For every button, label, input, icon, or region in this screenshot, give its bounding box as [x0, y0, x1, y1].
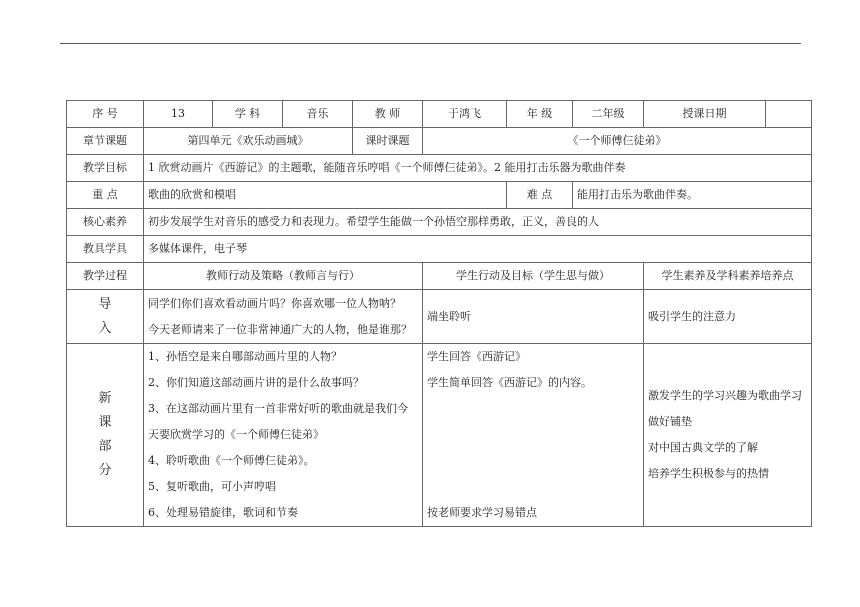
intro-student-line: 端坐聆听	[427, 309, 471, 323]
intro-teacher-line: 同学们你们喜欢看动画片吗？你喜欢哪一位人物呐？	[148, 296, 401, 310]
date-value	[766, 101, 812, 128]
newlesson-student-line: 学生回答《西游记》	[427, 350, 526, 363]
intro-teacher-line: 今天老师请来了一位非常神通广大的人物，他是谁那？	[148, 322, 412, 336]
grade-label: 年 级	[507, 101, 573, 128]
newlesson-literacy-line: 做好铺垫	[648, 415, 692, 428]
seq-label: 序 号	[67, 101, 144, 128]
tools-value: 多媒体课件，电子琴	[144, 236, 812, 263]
process-label: 教学过程	[67, 263, 144, 290]
header-rule	[60, 43, 801, 44]
newlesson-student-line	[427, 448, 639, 474]
newlesson-student-line	[427, 422, 639, 448]
lesson-plan-table	[66, 100, 812, 527]
intro-literacy-line: 吸引学生的注意力	[648, 309, 736, 323]
newlesson-teacher-line: 5、复听歌曲，可小声哼唱	[148, 480, 276, 493]
newlesson-student-line: 按老师要求学习易错点	[427, 506, 537, 519]
newlesson-literacy	[644, 344, 812, 527]
newlesson-student	[423, 344, 644, 527]
newlesson-literacy-line: 激发学生的学习兴趣为歌曲学习	[648, 389, 802, 402]
focus-value: 歌曲的欣赏和模唱	[144, 182, 507, 209]
newlesson-label	[67, 344, 144, 527]
newlesson-student-line	[427, 396, 639, 422]
row-goal	[67, 155, 812, 182]
row-literacy	[67, 209, 812, 236]
date-label: 授课日期	[644, 101, 766, 128]
difficulty-value: 能用打击乐为歌曲伴奏。	[573, 182, 812, 209]
literacy-value: 初步发展学生对音乐的感受力和表现力。希望学生能做一个孙悟空那样勇敢，正义，善良的人	[144, 209, 812, 236]
row-header	[67, 101, 812, 128]
newlesson-literacy-line: 培养学生积极参与的热情	[648, 467, 769, 480]
lesson-label: 课时课题	[353, 128, 423, 155]
row-newlesson	[67, 344, 812, 527]
newlesson-teacher-line: 6、处理易错旋律，歌词和节奏	[148, 506, 298, 519]
grade-value: 二年级	[573, 101, 644, 128]
intro-teacher	[144, 290, 423, 344]
tools-label: 教具学具	[67, 236, 144, 263]
col-literacy-header: 学生素养及学科素养培养点	[644, 263, 812, 290]
newlesson-teacher-line: 4、聆听歌曲《一个师傅仨徒弟》。	[148, 454, 315, 467]
newlesson-student-line: 学生简单回答《西游记》的内容。	[427, 376, 592, 389]
lesson-value: 《一个师傅仨徒弟》	[423, 128, 812, 155]
newlesson-teacher-line: 2、你们知道这部动画片讲的是什么故事吗？	[148, 376, 364, 389]
newlesson-label-char: 新	[98, 391, 112, 406]
teacher-value: 于鸿飞	[423, 101, 507, 128]
row-intro	[67, 290, 812, 344]
intro-label-char: 入	[98, 320, 112, 336]
row-chapter	[67, 128, 812, 155]
row-process	[67, 263, 812, 290]
difficulty-label: 难 点	[507, 182, 573, 209]
seq-value: 13	[144, 101, 213, 128]
newlesson-label-char: 课	[98, 415, 112, 430]
focus-label: 重 点	[67, 182, 144, 209]
goal-label: 教学目标	[67, 155, 144, 182]
newlesson-student-line	[427, 474, 639, 500]
newlesson-label-char: 分	[98, 463, 112, 478]
intro-label	[67, 290, 144, 344]
subject-label: 学 科	[213, 101, 283, 128]
row-focus	[67, 182, 812, 209]
col-student-header: 学生行动及目标（学生思与做）	[423, 263, 644, 290]
col-teacher-header: 教师行动及策略（教师言与行）	[144, 263, 423, 290]
intro-label-char: 导	[98, 296, 112, 312]
intro-literacy	[644, 290, 812, 344]
chapter-value: 第四单元《欢乐动画城》	[144, 128, 353, 155]
newlesson-teacher-line: 1、孙悟空是来自哪部动画片里的人物？	[148, 350, 342, 363]
newlesson-literacy-line: 对中国古典文学的了解	[648, 441, 758, 454]
teacher-label: 教 师	[353, 101, 423, 128]
literacy-label: 核心素养	[67, 209, 144, 236]
row-tools	[67, 236, 812, 263]
intro-student	[423, 290, 644, 344]
newlesson-label-char: 部	[98, 439, 112, 454]
subject-value: 音乐	[283, 101, 353, 128]
chapter-label: 章节课题	[67, 128, 144, 155]
goal-value: 1 欣赏动画片《西游记》的主题歌，能随音乐哼唱《一个师傅仨徒弟》。2 能用打击乐器为歌曲伴奏	[144, 155, 812, 182]
newlesson-teacher-line: 3、在这部动画片里有一首非常好听的歌曲就是我们今	[148, 402, 408, 415]
newlesson-teacher	[144, 344, 423, 527]
newlesson-teacher-line: 天要欣赏学习的《一个师傅仨徒弟》	[148, 428, 324, 441]
